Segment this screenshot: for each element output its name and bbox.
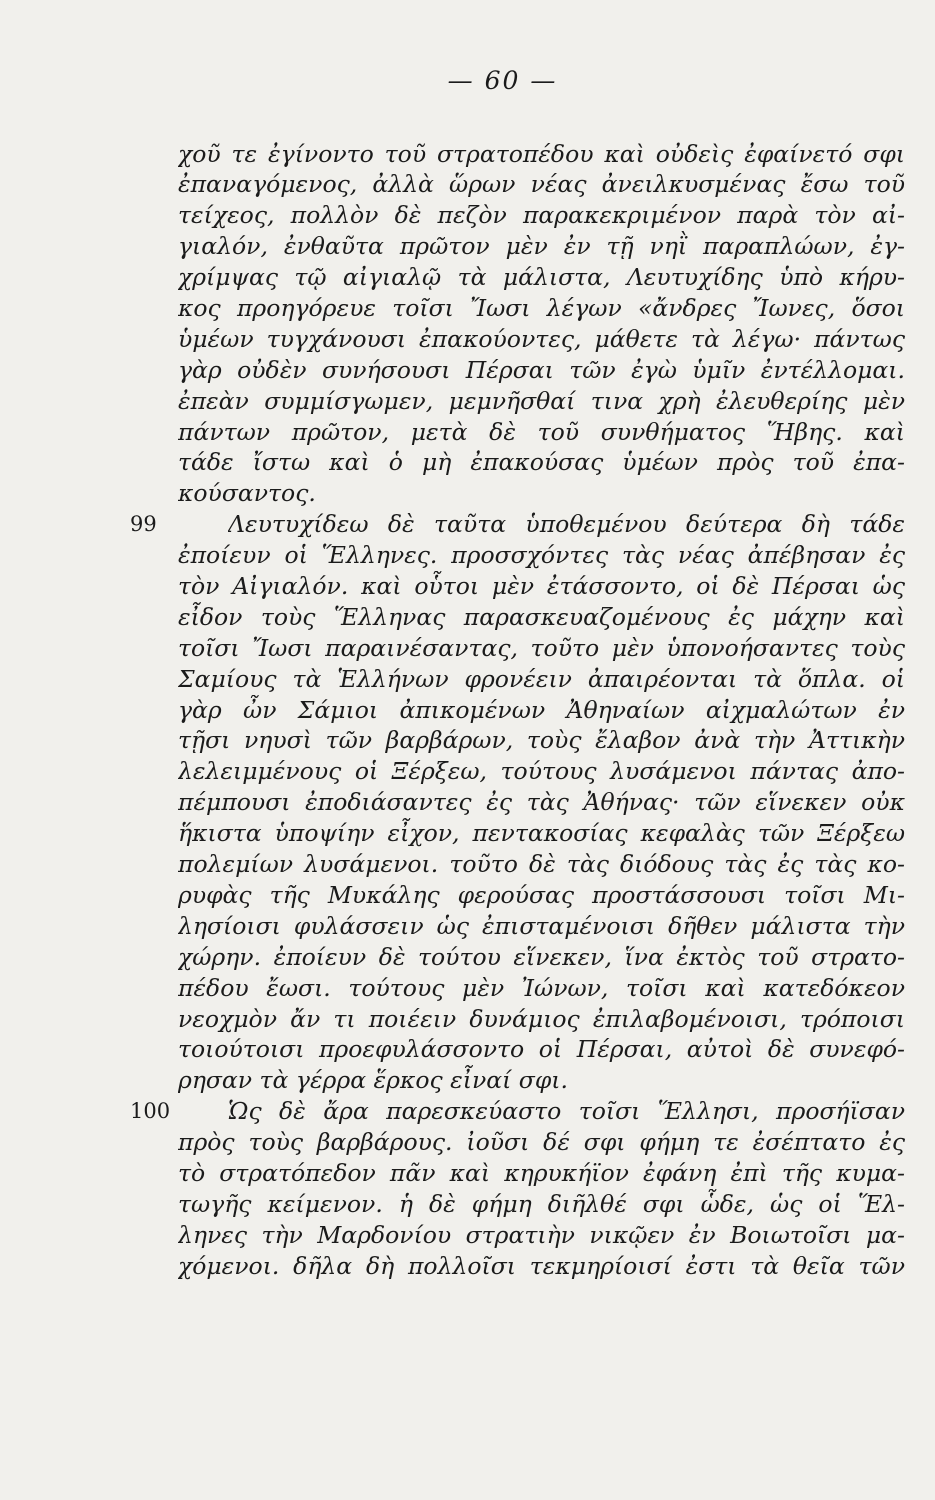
text-line: χρίμψας τῷ αἰγιαλῷ τὰ μάλιστα, Λευτυχίδης ὑπὸ κήρυ- — [178, 263, 905, 291]
text-line: τάδε ἴστω καὶ ὁ μὴ ἐπακούσας ὑμέων πρὸς τοῦ ἐπα- — [178, 448, 905, 476]
section-number: 100 — [130, 1099, 171, 1123]
text-line: Ὡς δὲ ἄρα παρεσκεύαστο τοῖσι Ἕλλησι, προσήϊσαν — [228, 1097, 905, 1125]
text-line: νεοχμὸν ἄν τι ποιέειν δυνάμιος ἐπιλαβομένοισι, τρόποισι — [178, 1005, 905, 1033]
text-line: τῇσι νηυσὶ τῶν βαρβάρων, τοὺς ἔλαβον ἀνὰ τὴν Ἀττικὴν — [178, 726, 905, 754]
text-line: λελειμμένους οἱ Ξέρξεω, τούτους λυσάμενοι πάντας ἀπο- — [178, 757, 905, 785]
text-line: ρησαν τὰ γέρρα ἕρκος εἶναί σφι. — [178, 1066, 568, 1094]
text-line: γὰρ οὐδὲν συνήσουσι Πέρσαι τῶν ἐγὼ ὑμῖν ἐντέλλομαι. — [178, 356, 905, 384]
text-line: ἐπαναγόμενος, ἀλλὰ ὥρων νέας ἀνειλκυσμένας ἔσω τοῦ — [178, 170, 905, 198]
text-line: τὸν Αἰγιαλόν. καὶ οὗτοι μὲν ἐτάσσοντο, οἱ δὲ Πέρσαι ὡς — [178, 572, 905, 600]
text-line: ληνες τὴν Μαρδονίου στρατιὴν νικῷεν ἐν Βοιωτοῖσι μα- — [178, 1221, 905, 1249]
page-number: — 60 — — [447, 66, 558, 95]
text-line: τείχεος, πολλὸν δὲ πεζὸν παρακεκριμένον παρὰ τὸν αἰ- — [178, 201, 905, 229]
text-line: πολεμίων λυσάμενοι. τοῦτο δὲ τὰς διόδους τὰς ἐς τὰς κο- — [178, 850, 905, 878]
text-line: γὰρ ὦν Σάμιοι ἀπικομένων Ἀθηναίων αἰχμαλώτων ἐν — [178, 696, 905, 724]
section-number: 99 — [130, 512, 157, 536]
text-line: χόμενοι. δῆλα δὴ πολλοῖσι τεκμηρίοισί ἐστι τὰ θεῖα τῶν — [178, 1252, 905, 1280]
text-line: γιαλόν, ἐνθαῦτα πρῶτον μὲν ἐν τῇ νηῒ παραπλώων, ἐγ- — [178, 232, 905, 260]
text-line: χώρην. ἐποίευν δὲ τούτου εἵνεκεν, ἵνα ἐκτὸς τοῦ στρατο- — [178, 943, 905, 971]
text-line: τοῖσι Ἴωσι παραινέσαντας, τοῦτο μὲν ὑπονοήσαντες τοὺς — [178, 634, 905, 662]
text-line: ἥκιστα ὑποψίην εἶχον, πεντακοσίας κεφαλὰς τῶν Ξέρξεω — [178, 819, 905, 847]
text-line: πέδου ἔωσι. τούτους μὲν Ἰώνων, τοῖσι καὶ κατεδόκεον — [178, 974, 905, 1002]
text-line: κούσαντος. — [178, 479, 316, 507]
text-line: χοῦ τε ἐγίνοντο τοῦ στρατοπέδου καὶ οὐδεὶς ἐφαίνετό σφι — [178, 140, 905, 168]
text-line: εἶδον τοὺς Ἕλληνας παρασκευαζομένους ἐς μάχην καὶ — [178, 603, 905, 631]
text-line: Λευτυχίδεω δὲ ταῦτα ὑποθεμένου δεύτερα δὴ τάδε — [228, 510, 905, 538]
text-line: πέμπουσι ἐποδιάσαντες ἐς τὰς Ἀθήνας· τῶν εἵνεκεν οὐκ — [178, 788, 905, 816]
text-line: τοιούτοισι προεφυλάσσοντο οἱ Πέρσαι, αὐτοὶ δὲ συνεφό- — [178, 1035, 905, 1063]
text-line: τὸ στρατόπεδον πᾶν καὶ κηρυκήϊον ἐφάνη ἐπὶ τῆς κυμα- — [178, 1159, 905, 1187]
text-line: λησίοισι φυλάσσειν ὡς ἐπισταμένοισι δῆθεν μάλιστα τὴν — [178, 912, 905, 940]
text-line: ρυφὰς τῆς Μυκάλης φερούσας προστάσσουσι τοῖσι Μι- — [178, 881, 905, 909]
text-line: πρὸς τοὺς βαρβάρους. ἰοῦσι δέ σφι φήμη τε ἐσέπτατο ἐς — [178, 1128, 905, 1156]
text-line: κος προηγόρευε τοῖσι Ἴωσι λέγων «ἄνδρες Ἴωνες, ὅσοι — [178, 294, 905, 322]
text-line: τωγῆς κείμενον. ἡ δὲ φήμη διῆλθέ σφι ὧδε, ὡς οἱ Ἕλ- — [178, 1190, 905, 1218]
text-line: ἐποίευν οἱ Ἕλληνες. προσσχόντες τὰς νέας ἀπέβησαν ἐς — [178, 541, 905, 569]
text-line: ἐπεὰν συμμίσγωμεν, μεμνῆσθαί τινα χρὴ ἐλευθερίης μὲν — [178, 387, 905, 415]
text-line: Σαμίους τὰ Ἑλλήνων φρονέειν ἀπαιρέονται τὰ ὅπλα. οἱ — [178, 665, 905, 693]
text-line: ὑμέων τυγχάνουσι ἐπακούοντες, μάθετε τὰ λέγω· πάντως — [178, 325, 905, 353]
text-line: πάντων πρῶτον, μετὰ δὲ τοῦ συνθήματος Ἥβης. καὶ — [178, 418, 905, 446]
page-number-header — [0, 66, 935, 95]
